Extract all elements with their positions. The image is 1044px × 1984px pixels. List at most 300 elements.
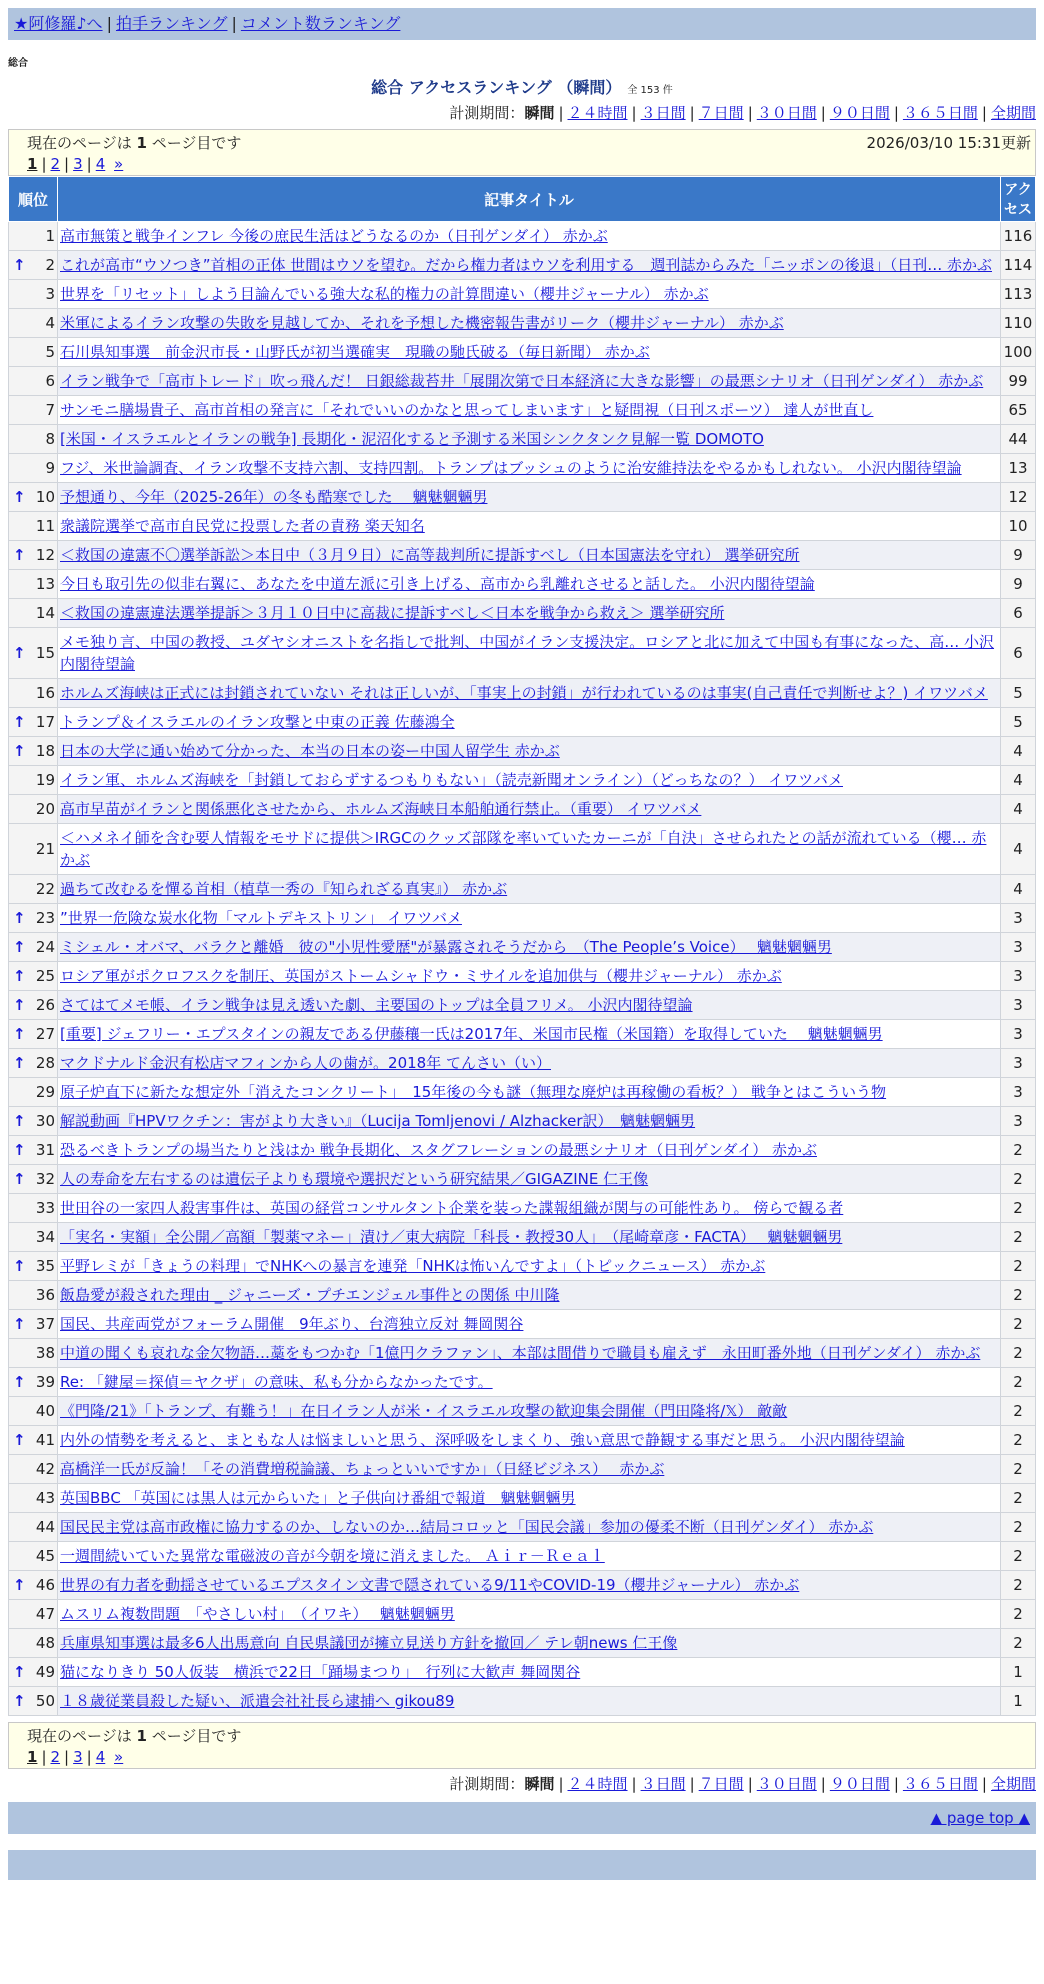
page-title: 総合 アクセスランキング （瞬間） [371, 78, 622, 97]
article-link[interactable]: 飯島愛が殺された理由 _ ジャニーズ・プチエンジェル事件との関係 中川隆 [60, 1286, 560, 1304]
access-count: 3 [1001, 1020, 1036, 1049]
top-navigation: ★阿修羅♪へ | 拍手ランキング | コメント数ランキング [8, 8, 1036, 40]
rank-up-arrow-icon: ↑ [13, 546, 26, 564]
rank-cell [9, 396, 58, 425]
access-count: 3 [1001, 1078, 1036, 1107]
period-link[interactable]: ３０日間 [756, 1775, 817, 1793]
table-row [9, 1542, 1036, 1571]
rank-number: 33 [35, 1199, 55, 1217]
article-link[interactable]: [重要] ジェフリー・エプスタインの親友である伊藤穰一氏は2017年、米国市民権（米国籍）を取得していた 魑魅魍魎男 [60, 1025, 883, 1043]
page-heading [8, 75, 1036, 98]
pager-link[interactable]: 4 [95, 1748, 106, 1766]
article-link[interactable]: ムスリム複数問題 「やさしい村」 （イワキ） 魑魅魍魎男 [60, 1605, 455, 1623]
title-cell [58, 512, 1001, 541]
title-cell [58, 1136, 1001, 1165]
title-cell [58, 1339, 1001, 1368]
period-link[interactable]: ９０日間 [829, 1775, 890, 1793]
pager-box-top [8, 129, 1036, 176]
rank-number: 24 [35, 938, 55, 956]
page-info: 現在のページは 1 ページ目です [27, 134, 242, 152]
rank-number: 1 [45, 227, 55, 245]
title-cell [58, 1252, 1001, 1281]
article-link[interactable]: 石川県知事選 前金沢市長・山野氏が初当選確実 現職の馳氏破る（毎日新聞） 赤かぶ [60, 343, 650, 361]
access-count: 44 [1001, 425, 1036, 454]
rank-cell [9, 991, 58, 1020]
rank-cell [9, 875, 58, 904]
rank-cell [9, 1107, 58, 1136]
access-count: 2 [1001, 1629, 1036, 1658]
article-link[interactable]: ミシェル・オバマ、バラクと離婚 彼の"小児性愛歴"が暴露されそうだから （The People’s Voice） 魑魅魍魎男 [60, 938, 832, 956]
title-cell [58, 367, 1001, 396]
table-row [9, 708, 1036, 737]
article-link[interactable]: 解説動画『HPVワクチン：害がより大きい』（Lucija Tomljenovi / Alzhacker訳） 魑魅魍魎男 [60, 1112, 696, 1130]
pager-next[interactable]: » [114, 155, 124, 173]
rank-number: 17 [35, 713, 55, 731]
table-row [9, 570, 1036, 599]
access-count: 2 [1001, 1600, 1036, 1629]
table-row [9, 766, 1036, 795]
title-cell [58, 1542, 1001, 1571]
title-cell [58, 904, 1001, 933]
access-header: アクセス [1001, 177, 1036, 222]
article-link[interactable]: 猫になりきり 50人仮装 横浜で22日「踊場まつり」 行列に大歓声 舞岡関谷 [60, 1663, 581, 1681]
article-link[interactable]: ＜救国の違憲違法選挙提訴＞３月１０日中に高裁に提訴すべし＜日本を戦争から救え＞ 選挙研究所 [60, 604, 725, 622]
rank-cell [9, 1339, 58, 1368]
access-count: 100 [1001, 338, 1036, 367]
access-count: 114 [1001, 251, 1036, 280]
rank-up-arrow-icon: ↑ [13, 488, 26, 506]
table-row [9, 1600, 1036, 1629]
article-link[interactable]: 過ちて改むるを憚る首相（植草一秀の『知られざる真実』） 赤かぶ [60, 880, 508, 898]
rank-cell [9, 309, 58, 338]
table-row [9, 1658, 1036, 1687]
period-link[interactable]: 全期間 [990, 104, 1036, 122]
page-info-bottom: 現在のページは 1 ページ目です [27, 1727, 242, 1745]
article-link[interactable]: フジ、米世論調査、イラン攻撃不支持六割、支持四割。トランプはブッシュのように治安維持法をやるかもしれない。 小沢内閣待望論 [60, 459, 962, 477]
table-row [9, 1078, 1036, 1107]
pagination: 1 | 2 | 3 | 4 » [27, 155, 124, 173]
article-link[interactable]: [米国・イスラエルとイランの戦争] 長期化・泥沼化すると予測する米国シンクタンク見解一覧 DOMOTO [60, 430, 764, 448]
period-link[interactable]: 全期間 [990, 1775, 1036, 1793]
rank-cell [9, 824, 58, 875]
title-cell [58, 1571, 1001, 1600]
rank-cell [9, 1571, 58, 1600]
title-cell [58, 1049, 1001, 1078]
access-count: 2 [1001, 1252, 1036, 1281]
rank-cell [9, 1426, 58, 1455]
rank-number: 44 [35, 1518, 55, 1536]
title-cell [58, 1687, 1001, 1716]
title-cell [58, 570, 1001, 599]
bottom-bar [8, 1802, 1036, 1834]
rank-number: 16 [35, 684, 55, 702]
access-count: 4 [1001, 795, 1036, 824]
access-count: 2 [1001, 1136, 1036, 1165]
rank-number: 14 [35, 604, 55, 622]
rank-cell [9, 1455, 58, 1484]
article-link[interactable]: 世界を「リセット」しよう目論んでいる強大な私的権力の計算間違い（櫻井ジャーナル） 赤かぶ [60, 285, 709, 303]
rank-up-arrow-icon: ↑ [13, 1692, 26, 1710]
rank-number: 15 [35, 644, 55, 662]
article-link[interactable]: トランプ＆イスラエルのイラン攻撃と中東の正義 佐藤鴻全 [60, 713, 455, 731]
article-link[interactable]: 平野レミが「きょうの料理」でNHKへの暴言を連発「NHKは怖いんですよ」（トピックニュース） 赤かぶ [60, 1257, 766, 1275]
rank-up-arrow-icon: ↑ [13, 909, 26, 927]
total-count: 全 153 件 [627, 85, 673, 96]
access-count: 2 [1001, 1165, 1036, 1194]
rank-cell [9, 737, 58, 766]
rank-number: 13 [35, 575, 55, 593]
article-link[interactable]: 世界の有力者を動揺させているエプスタイン文書で隠されている9/11やCOVID-19（櫻井ジャーナル） 赤かぶ [60, 1576, 800, 1594]
ranking-table [8, 176, 1036, 1716]
access-count: 116 [1001, 222, 1036, 251]
rank-cell [9, 904, 58, 933]
period-label: 計測期間： [449, 1775, 525, 1793]
rank-cell [9, 1513, 58, 1542]
rank-cell [9, 454, 58, 483]
table-row [9, 280, 1036, 309]
article-link[interactable]: メモ独り言、中国の教授、ユダヤシオニストを名指しで批判、中国がイラン支援決定。ロシアと北に加えて中国も有事になった、高… 小沢内閣待望論 [60, 633, 995, 673]
article-link[interactable]: 今日も取引先の似非右翼に、あなたを中道左派に引き上げる、高市から乳離れさせると話した。 小沢内閣待望論 [60, 575, 815, 593]
pager-next[interactable]: » [114, 1748, 124, 1766]
title-cell [58, 222, 1001, 251]
rank-cell [9, 1281, 58, 1310]
rank-header: 順位 [9, 177, 58, 222]
rank-number: 7 [45, 401, 55, 419]
article-link[interactable]: ＜救国の違憲不〇選挙訴訟＞本日中（３月９日）に高等裁判所に提訴すべし（日本国憲法を守れ） 選挙研究所 [60, 546, 800, 564]
period-link[interactable]: ９０日間 [829, 104, 890, 122]
rank-number: 46 [35, 1576, 55, 1594]
title-cell [58, 795, 1001, 824]
rank-cell [9, 483, 58, 512]
access-count: 3 [1001, 933, 1036, 962]
applause-ranking-link[interactable]: 拍手ランキング [115, 14, 228, 33]
access-count: 9 [1001, 570, 1036, 599]
rank-up-arrow-icon: ↑ [13, 1054, 26, 1072]
rank-cell [9, 795, 58, 824]
access-count: 4 [1001, 824, 1036, 875]
period-link[interactable]: ２４時間 [567, 104, 628, 122]
article-link[interactable]: 世田谷の一家四人殺害事件は、英国の経営コンサルタント企業を装った諜報組織が関与の可能性あり。 傍らで観る者 [60, 1199, 844, 1217]
pager-box-bottom [8, 1722, 1036, 1769]
rank-cell [9, 1020, 58, 1049]
rank-cell [9, 338, 58, 367]
rank-cell [9, 222, 58, 251]
article-link[interactable]: サンモニ膳場貴子、高市首相の発言に「それでいいのかなと思ってしまいます」と疑問視（日刊スポーツ） 達人が世直し [60, 401, 874, 419]
table-row [9, 737, 1036, 766]
access-count: 2 [1001, 1397, 1036, 1426]
title-cell [58, 708, 1001, 737]
asyura-home-link[interactable]: ★阿修羅♪へ [14, 14, 103, 33]
article-link[interactable]: 国民民主党は高市政権に協力するのか、しないのか…結局コロッと「国民会議」参加の優柔不断（日刊ゲンダイ） 赤かぶ [60, 1518, 874, 1536]
access-count: 3 [1001, 991, 1036, 1020]
rank-number: 48 [35, 1634, 55, 1652]
rank-cell [9, 1600, 58, 1629]
access-count: 2 [1001, 1368, 1036, 1397]
title-cell [58, 962, 1001, 991]
article-link[interactable]: ロシア軍がポクロフスクを制圧、英国がストームシャドウ・ミサイルを追加供与（櫻井ジャーナル） 赤かぶ [60, 967, 782, 985]
title-cell [58, 824, 1001, 875]
rank-number: 40 [35, 1402, 55, 1420]
title-cell [58, 1281, 1001, 1310]
pager-link[interactable]: 2 [50, 155, 61, 173]
table-row [9, 338, 1036, 367]
article-link[interactable]: ＜ハメネイ師を含む要人情報をモサドに提供＞IRGCのクッズ部隊を率いていたカーニが「自決」させられたとの話が流れている（櫻… 赤かぶ [60, 829, 987, 869]
access-count: 2 [1001, 1484, 1036, 1513]
access-count: 5 [1001, 679, 1036, 708]
access-count: 110 [1001, 309, 1036, 338]
access-count: 2 [1001, 1426, 1036, 1455]
table-row [9, 904, 1036, 933]
article-link[interactable]: 国民、共産両党がフォーラム開催 9年ぶり、台湾独立反対 舞岡関谷 [60, 1315, 524, 1333]
title-cell [58, 933, 1001, 962]
article-link[interactable]: イラン軍、ホルムズ海峡を「封鎖しておらずするつもりもない」（読売新聞オンライン）（どっちなの？） イワツバメ [60, 771, 843, 789]
rank-cell [9, 512, 58, 541]
period-link[interactable]: ７日間 [698, 1775, 744, 1793]
table-row [9, 1020, 1036, 1049]
rank-number: 43 [35, 1489, 55, 1507]
rank-cell [9, 1484, 58, 1513]
title-header: 記事タイトル [58, 177, 1001, 222]
access-count: 3 [1001, 962, 1036, 991]
table-row [9, 1252, 1036, 1281]
article-link[interactable]: 英国BBC 「英国には黒人は元からいた」と子供向け番組で報道 魑魅魍魎男 [60, 1489, 576, 1507]
table-row [9, 1571, 1036, 1600]
rank-up-arrow-icon: ↑ [13, 1257, 26, 1275]
title-cell [58, 1629, 1001, 1658]
rank-up-arrow-icon: ↑ [13, 1663, 26, 1681]
rank-up-arrow-icon: ↑ [13, 1170, 26, 1188]
article-link[interactable]: 内外の情勢を考えると、まともな人は悩ましいと思う、深呼吸をしまくり、強い意思で静観する事だと思う。 小沢内閣待望論 [60, 1431, 905, 1449]
title-cell [58, 991, 1001, 1020]
rank-cell [9, 251, 58, 280]
title-cell [58, 1658, 1001, 1687]
access-count: 2 [1001, 1571, 1036, 1600]
rank-number: 37 [35, 1315, 55, 1333]
comment-ranking-link[interactable]: コメント数ランキング [240, 14, 401, 33]
article-link[interactable]: イラン戦争で「高市トレード」吹っ飛んだ！ 日銀総裁苔井「展開次第で日本経済に大きな影響」の最悪シナリオ（日刊ゲンダイ） 赤かぶ [60, 372, 984, 390]
period-current: 瞬間 [524, 104, 555, 122]
article-link[interactable]: Re: 「鍵屋＝探偵＝ヤクザ」の意味、私も分からなかったです。 [60, 1373, 493, 1391]
rank-number: 12 [35, 546, 55, 564]
access-count: 13 [1001, 454, 1036, 483]
table-row [9, 1136, 1036, 1165]
updated-time: 2026/03/10 15:31更新 [866, 134, 1031, 152]
pager-link[interactable]: 4 [95, 155, 106, 173]
article-link[interactable]: 「実名・実額」全公開／高額「製薬マネー」漬け／東大病院「科長・教授30人」 （尾崎章彦・FACTA） 魑魅魍魎男 [60, 1228, 843, 1246]
access-count: 1 [1001, 1658, 1036, 1687]
article-link[interactable]: 原子炉直下に新たな想定外「消えたコンクリート」 15年後の今も謎（無理な廃炉は再稼働の看板？） 戦争とはこういう物 [60, 1083, 887, 1101]
rank-up-arrow-icon: ↑ [13, 742, 26, 760]
rank-number: 31 [35, 1141, 55, 1159]
title-cell [58, 1600, 1001, 1629]
pager-current: 1 [27, 155, 38, 173]
access-count: 113 [1001, 280, 1036, 309]
rank-number: 10 [35, 488, 55, 506]
table-row [9, 309, 1036, 338]
rank-cell [9, 1252, 58, 1281]
rank-number: 35 [35, 1257, 55, 1275]
rank-up-arrow-icon: ↑ [13, 1576, 26, 1594]
period-link[interactable]: ３６５日間 [902, 104, 978, 122]
rank-number: 27 [35, 1025, 55, 1043]
article-link[interactable]: 《門隆/21》「トランプ、有難う！」在日イラン人が米・イスラエル攻撃の歓迎集会開催（門田隆将/𝕏） 敵敵 [60, 1402, 788, 1420]
table-row [9, 1107, 1036, 1136]
table-row [9, 1281, 1036, 1310]
rank-number: 8 [45, 430, 55, 448]
article-link[interactable]: 兵庫県知事選は最多6人出馬意向 自民県議団が擁立見送り方針を撤回／ テレ朝news 仁王像 [60, 1634, 678, 1652]
period-selector: 計測期間：瞬間 | ２４時間 | ３日間 | ７日間 | ３０日間 | ９０日間 | ３６５日間 | 全期間 [449, 104, 1036, 122]
title-cell [58, 1107, 1001, 1136]
article-link[interactable]: 一週間続いていた異常な電磁波の音が今朝を境に消えました。 Ａｉｒ－Ｒｅａｌ [60, 1547, 605, 1565]
rank-number: 11 [35, 517, 55, 535]
rank-up-arrow-icon: ↑ [13, 996, 26, 1014]
rank-up-arrow-icon: ↑ [13, 713, 26, 731]
access-count: 99 [1001, 367, 1036, 396]
access-count: 6 [1001, 628, 1036, 679]
footer-bar [8, 1850, 1036, 1880]
rank-number: 21 [35, 840, 55, 858]
table-row [9, 396, 1036, 425]
title-cell [58, 1223, 1001, 1252]
article-link[interactable]: 予想通り、今年（2025-26年）の冬も酷寒でした 魑魅魍魎男 [60, 488, 488, 506]
rank-number: 26 [35, 996, 55, 1014]
title-cell [58, 454, 1001, 483]
article-link[interactable]: 衆議院選挙で高市自民党に投票した者の責務 楽天知名 [60, 517, 425, 535]
period-link[interactable]: ７日間 [698, 104, 744, 122]
table-row [9, 1223, 1036, 1252]
table-row [9, 222, 1036, 251]
rank-cell [9, 1397, 58, 1426]
rank-cell [9, 1687, 58, 1716]
rank-number: 18 [35, 742, 55, 760]
rank-up-arrow-icon: ↑ [13, 256, 26, 274]
access-count: 6 [1001, 599, 1036, 628]
table-row [9, 795, 1036, 824]
article-link[interactable]: 高橋洋一氏が反論！「その消費増税論議、ちょっといいですか」（日経ビジネス） 赤かぶ [60, 1460, 665, 1478]
table-row [9, 1513, 1036, 1542]
title-cell [58, 1020, 1001, 1049]
title-cell [58, 679, 1001, 708]
table-row [9, 425, 1036, 454]
pager-link[interactable]: 3 [73, 155, 83, 173]
title-cell [58, 1484, 1001, 1513]
table-row [9, 628, 1036, 679]
table-row [9, 599, 1036, 628]
rank-cell [9, 367, 58, 396]
rank-number: 45 [35, 1547, 55, 1565]
access-count: 2 [1001, 1542, 1036, 1571]
access-count: 2 [1001, 1513, 1036, 1542]
rank-number: 32 [35, 1170, 55, 1188]
rank-cell [9, 1136, 58, 1165]
access-count: 2 [1001, 1194, 1036, 1223]
table-row [9, 541, 1036, 570]
article-link[interactable]: 日本の大学に通い始めて分かった、本当の日本の姿ー中国人留学生 赤かぶ [60, 742, 560, 760]
article-link[interactable]: 人の寿命を左右するのは遺伝子よりも環境や選択だという研究結果／GIGAZINE 仁王像 [60, 1170, 649, 1188]
table-row [9, 875, 1036, 904]
access-count: 65 [1001, 396, 1036, 425]
table-row [9, 991, 1036, 1020]
pager-link[interactable]: 2 [50, 1748, 61, 1766]
access-count: 2 [1001, 1310, 1036, 1339]
title-cell [58, 1426, 1001, 1455]
rank-up-arrow-icon: ↑ [13, 1112, 26, 1130]
article-link[interactable]: これが高市“ウソつき”首相の正体 世間はウソを望む。だから権力者はウソを利用する 週刊誌からみた「ニッポンの後退」（日刊… 赤かぶ [60, 256, 992, 274]
title-cell [58, 1078, 1001, 1107]
period-link[interactable]: ２４時間 [567, 1775, 628, 1793]
rank-number: 9 [45, 459, 55, 477]
page-top-link[interactable]: ▲ page top ▲ [930, 1809, 1030, 1827]
rank-number: 20 [35, 800, 55, 818]
rank-cell [9, 541, 58, 570]
title-cell [58, 280, 1001, 309]
period-link[interactable]: ３６５日間 [902, 1775, 978, 1793]
rank-cell [9, 570, 58, 599]
table-row [9, 512, 1036, 541]
article-link[interactable]: １８歳従業員殺した疑い、派遣会社社長ら逮捕へ gikou89 [60, 1692, 455, 1710]
section-label: 総合 [8, 58, 28, 69]
title-cell [58, 737, 1001, 766]
pagination-bottom: 1 | 2 | 3 | 4 » [27, 1748, 124, 1766]
title-cell [58, 1194, 1001, 1223]
pager-link[interactable]: 3 [73, 1748, 83, 1766]
table-row [9, 824, 1036, 875]
rank-cell [9, 1542, 58, 1571]
rank-cell [9, 1368, 58, 1397]
rank-cell [9, 1194, 58, 1223]
article-link[interactable]: マクドナルド金沢有松店マフィンから人の歯が。2018年 てんさい（い） [60, 1054, 551, 1072]
pager-current: 1 [27, 1748, 38, 1766]
rank-cell [9, 1223, 58, 1252]
rank-number: 49 [35, 1663, 55, 1681]
rank-up-arrow-icon: ↑ [13, 644, 26, 662]
rank-up-arrow-icon: ↑ [13, 967, 26, 985]
title-cell [58, 1310, 1001, 1339]
table-row [9, 367, 1036, 396]
access-count: 9 [1001, 541, 1036, 570]
period-selector-bottom: 計測期間：瞬間 | ２４時間 | ３日間 | ７日間 | ３０日間 | ９０日間 | ３６５日間 | 全期間 [449, 1775, 1036, 1793]
article-link[interactable]: さてはてメモ帳、イラン戦争は見え透いた劇、主要国のトップは全員フリメ。 小沢内閣待望論 [60, 996, 693, 1014]
article-link[interactable]: 高市早苗がイランと関係悪化させたから、ホルムズ海峡日本船舶通行禁止。（重要） イワツバメ [60, 800, 702, 818]
rank-cell [9, 425, 58, 454]
period-link[interactable]: ３日間 [640, 104, 686, 122]
table-row [9, 962, 1036, 991]
article-link[interactable]: ホルムズ海峡は正式には封鎖されていない それは正しいが、「事実上の封鎖」が行われているのは事実(自己責任で判断せよ？) イワツバメ [60, 684, 988, 702]
table-row [9, 251, 1036, 280]
rank-number: 50 [35, 1692, 55, 1710]
table-row [9, 454, 1036, 483]
article-link[interactable]: 恐るべきトランプの場当たりと浅はか 戦争長期化、スタグフレーションの最悪シナリオ（日刊ゲンダイ） 赤かぶ [60, 1141, 817, 1159]
title-cell [58, 396, 1001, 425]
rank-number: 29 [35, 1083, 55, 1101]
article-link[interactable]: 中道の聞くも哀れな金欠物語…藁をもつかむ「1億円クラファン」、本部は間借りで職員も雇えず 永田町番外地（日刊ゲンダイ） 赤かぶ [60, 1344, 981, 1362]
table-row [9, 1049, 1036, 1078]
access-count: 3 [1001, 1107, 1036, 1136]
access-count: 4 [1001, 737, 1036, 766]
period-link[interactable]: ３日間 [640, 1775, 686, 1793]
rank-number: 5 [45, 343, 55, 361]
article-link[interactable]: 米軍によるイラン攻撃の失敗を見越してか、それを予想した機密報告書がリーク（櫻井ジャーナル） 赤かぶ [60, 314, 784, 332]
table-row [9, 1368, 1036, 1397]
rank-cell [9, 1049, 58, 1078]
article-link[interactable]: ”世界一危険な炭水化物「マルトデキストリン」 イワツバメ [60, 909, 462, 927]
period-link[interactable]: ３０日間 [756, 104, 817, 122]
title-cell [58, 1513, 1001, 1542]
rank-up-arrow-icon: ↑ [13, 1373, 26, 1391]
access-count: 3 [1001, 904, 1036, 933]
article-link[interactable]: 高市無策と戦争インフレ 今後の庶民生活はどうなるのか（日刊ゲンダイ） 赤かぶ [60, 227, 608, 245]
access-count: 1 [1001, 1687, 1036, 1716]
